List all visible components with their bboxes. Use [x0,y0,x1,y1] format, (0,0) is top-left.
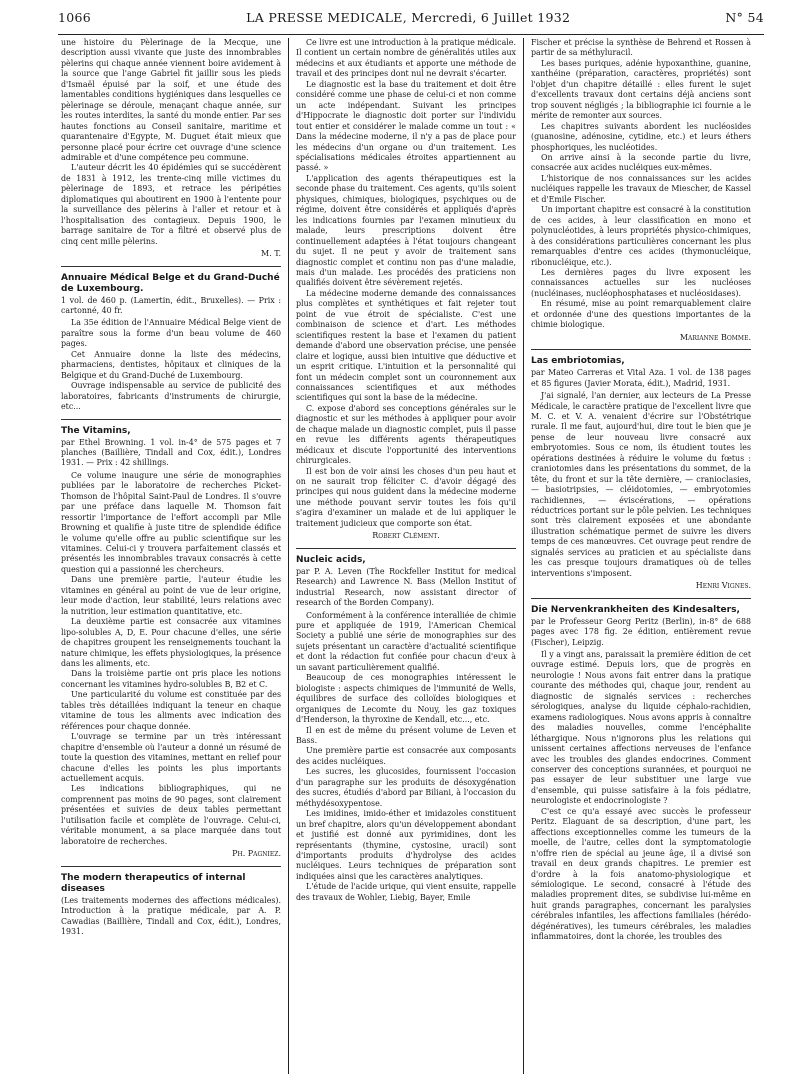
paragraph: Une première partie est consacrée aux composants des acides nucléiques. [296,746,516,766]
divider [531,598,751,599]
paragraph: Les dernières pages du livre exposent les connaissances actuelles sur les nucléoses (nucléinases, nucléophosphatases et nucléosidases). [531,267,751,298]
review-title: Nucleic acids, [296,554,366,565]
journal-title [246,10,570,26]
paragraph: Il y a vingt ans, paraissait la première édition de cet ouvrage estimé. Depuis lors, que de progrès en neurologie ! Nous avons fait entrer dans la pratique courante des méthodes qui, chaque jour, rendent au diagnostic de signalés services : recherches sérologiques, analyse du liquide céphalo-rachidien, examens radiologiques. Nous avons appris à connaître des maladies nouvelles, comme l'encéphalite léthargique. Nous n'ignorons plus les relations qui unissent certaines affections nerveuses de l'enfance avec les troubles des glandes endocrines. Comment conserver des conceptions surannées, et pourquoi ne pas essayer de leur substituer une large vue d'ensemble, qui puisse satisfaire à la fois pédiatre, neurologiste et endocrinologiste ? [531,650,751,806]
review-title: The Vitamins, [61,425,131,436]
paragraph: L'ouvrage se termine par un très intéressant chapitre d'ensemble où l'auteur a donné un résumé de toute la question des vitamines, mettant en relief pour chacune d'elles les points les plus importants actuellement acquis. [61,732,281,783]
review-title: Die Nervenkrankheiten des Kindesalters, [531,604,740,615]
paragraph: Fischer et précise la synthèse de Behrend et Rossen à partir de sa méthyluracil. [531,38,751,58]
review-title: Las embriotomias, [531,356,625,367]
paragraph: Les indications bibliographiques, qui ne comprennent pas moins de 90 pages, sont clairement présentées et suivies de deux tables permettant l'utilisation facile et complète de l'ouvrage. Celui-ci, véritable monument, a sa place marquée dans tout laboratoire de recherches. [61,784,281,846]
paragraph: Un important chapitre est consacré à la constitution de ces acides, à leur classification en mono et polynucléotides, à leurs propriétés physico-chimiques, à des considérations particulières concernant les plus remarquables d'entre ces acides (thymonucléique, ribonucléique, etc.). [531,205,751,267]
paragraph: C. expose d'abord ses conceptions générales sur le diagnostic et sur les méthodes à appliquer pour avoir de chaque malade un diagnostic complet, puis il passe en revue les différents agents thérapeutiques médicaux et discute l'opportunité des interventions chirurgicales. [296,403,516,466]
review-meta: par Ethel Browning. 1 vol. in-4° de 575 pages et 7 planches (Baillière, Tindall and Cox, édit.), Londres 1931. — Prix : 42 shillings. [61,437,281,468]
review-meta: par P. A. Leven (The Rockfeller Institut for medical Research) and Lawrence N. Bass (Mellon Institut of industrial Research, now assistant director of research of the Borden Company). [296,566,516,608]
paragraph: L'étude de l'acide urique, qui vient ensuite, rappelle des travaux de Wohler, Liebig, Bayer, Emile [296,882,516,902]
column-right [528,38,754,1074]
column-middle [293,38,519,1074]
signature: Ph. Pagniez. [232,849,281,859]
signature: Henri Vignes. [695,581,751,591]
review-title: The modern therapeutics of internal diseases [61,872,246,894]
paragraph: Dans une première partie, l'auteur étudie les vitamines en général au point de vue de leur origine, leur mode d'action, leur stabilité, leurs relations avec la nutrition, leur estimation quantitative, etc. [61,575,281,616]
paragraph: Il en est de même du présent volume de Leven et Bass. [296,725,516,745]
paragraph: L'historique de nos connaissances sur les acides nucléiques rappelle les travaux de Miescher, de Kassel et d'Emile Fischer. [531,173,751,204]
divider [296,548,516,549]
paragraph: La deuxième partie est consacrée aux vitamines lipo-solubles A, D, E. Pour chacune d'elles, une série de chapitres groupent les renseignements touchant la nature chimique, les effets physiologiques, la présence dans les aliments, etc. [61,617,282,669]
paragraph: Les bases puriques, adénie hypoxanthine, guanine, xanthéine (préparation, caractères, propriétés) sont l'objet d'un chapitre détaillé : elles furent le sujet d'excellents travaux dont certains déjà anciens sont trop souvent négligés ; la bibliographie ici fournie a le mérite de remonter aux sources. [531,58,751,121]
paragraph: Dans la troisième partie ont pris place les notions concernant les vitamines hydro-solubles B, B2 et C. [61,669,281,689]
paragraph: Ce livre est une introduction à la pratique médicale. Il contient un certain nombre de généralités utiles aux médecins et aux étudiants et apporte une méthode de travail et des principes dont nul ne devrait s'écarter. [296,38,516,79]
paragraph: une histoire du Pèlerinage de la Mecque, une description aussi vivante que juste des innombrables pèlerins qui chaque année viennent boire avidement à la source que l'ange Gabriel fit jaillir sous les pieds d'Ismaël épuisé par la soif, et une étude des lamentables conditions hygiéniques dans lesquelles ce pèlerinage se déroule, menaçant chaque année, sur les routes interdites, la santé du monde entier. Par ses hautes fonctions au Conseil sanitaire, maritime et quarantenaire d'Egypte, M. Duguet était mieux que personne placé pour écrire cet ouvrage d'une science admirable et d'une compétence peu commune. [61,38,281,162]
text-columns [58,38,764,1074]
paragraph: La 35e édition de l'Annuaire Médical Belge vient de paraître sous la forme d'un beau volume de 460 pages. [61,318,281,349]
review-meta: (Les traitements modernes des affections médicales). Introduction à la pratique médicale, par A. P. Cawadias (Baillière, Tindall and Cox, édit.), Londres, 1931. [61,895,281,936]
paragraph: En résumé, mise au point remarquablement claire et ordonnée d'une des questions importantes de la chimie biologique. [531,299,751,330]
review-meta: par le Professeur Georg Peritz (Berlin), in-8° de 688 pages avec 178 fig. 2e édition, entièrement revue (Fischer), Leipzig. [531,616,751,647]
column-left [58,38,284,1074]
paragraph: Il est bon de voir ainsi les choses d'un peu haut et on ne saurait trop féliciter C. d'avoir dégagé des principes qui nous guident dans la médecine moderne une méthode pouvant servir toutes les fois qu'il s'agira d'examiner un malade et de lui appliquer le traitement judicieux que comporte son état. [296,466,516,528]
divider [61,866,281,867]
paragraph: L'auteur décrit les 40 épidémies qui se succédèrent de 1831 à 1912, les trente-cinq mille victimes du pèlerinage de 1893, et retrace les péripéties diplomatiques qui aboutirent en 1900 à l'entente pour la surveillance des pèlerins à l'aller et retour et à l'hospitalisation des contagieux. Depuis 1900, le barrage sanitaire de Tor a filtré et observé plus de cinq cent mille pèlerins. [61,163,281,246]
signature: Robert Clément. [372,531,440,541]
divider [61,266,281,267]
column-rule [288,38,289,1074]
paragraph: Cet Annuaire donne la liste des médecins, pharmaciens, dentistes, hôpitaux et cliniques de la Belgique et du Grand-Duché de Luxembourg. [61,349,281,380]
divider [531,349,751,350]
review-meta: 1 vol. de 460 p. (Lamertin, édit., Bruxelles). — Prix : cartonné, 40 fr. [61,295,281,315]
paragraph: Ce volume inaugure une série de monographies publiées par le laboratoire de recherches Picket-Thomson de l'hôpital Saint-Paul de Londres. Il s'ouvre par une préface dans laquelle M. Thomson fait ressortir l'importance de l'effort accompli par Mlle Browning et qualifie à juste titre de splendide édifice le volume qu'elle offre au public scientifique sur les vitamines. Celui-ci y trouvera parfaitement classés et présentés les innombrables travaux consacrés à cette question qui a passionné les chercheurs. [61,470,281,574]
divider [61,419,281,420]
paragraph: J'ai signalé, l'an dernier, aux lecteurs de La Presse Médicale, le caractère pratique de l'excellent livre que M. C. et V. A. venaient d'écrire sur l'Obstétrique rurale. Il me faut, aujourd'hui, dire tout le bien que je pense de leur nouveau livre consacré aux embryotomies. Sous ce nom, ils étudient toutes les opérations destinées à réduire le volume du fœtus : craniotomies dans les présentations du sommet, de la tête, du front et sur la tête dernière, — cranioclasies, — basiotripsies, — cléidotomies, — embryotomies rachidiennes, — éviscérations, — opérations réductrices portant sur le pôle pelvien. Les techniques sont très clairement exposées et une abondante illustration schématique permet de suivre les divers temps de ces manœuvres. Cet ouvrage peut rendre de signalés services au praticien et au spécialiste dans les cas presque toujours dramatiques où de telles interventions s'imposent. [531,391,751,578]
paragraph: C'est ce qu'a essayé avec succès le professeur Peritz. Elaguant de sa description, d'une part, les affections exceptionnelles comme les tumeurs de la moelle, de l'autre, celles dont la symptomatologie n'offre rien de spécial au jeune âge, il a divisé son travail en deux grands chapitres. Le premier est d'ordre à la fois anatomo-physiologique et sémiologique. Le second, consacré à l'étude des maladies proprement dites, se subdivise lui-même en huit grands paragraphes, concernant les paralysies cérébrales infantiles, les affections familiales (hérédo-dégénératives), les tumeurs cérébrales, les maladies inflammatoires, dont la chorée, les troubles des [531,806,751,942]
paragraph: L'application des agents thérapeutiques est la seconde phase du traitement. Ces agents, qu'ils soient physiques, chimiques, biologiques, psychiques ou de régime, doivent être considérés et appliqués d'après les indications fournies par l'examen minutieux du malade, leurs prescriptions doivent être continuellement adaptées à l'état toujours changeant du sujet. Il ne peut y avoir de traitement sans diagnostic complet et continu non pas d'une maladie, mais d'un malade. Les procédés des praticiens non qualifiés doivent être sévèrement rejetés. [296,173,516,288]
journal-name: LA PRESSE MEDICALE, [246,10,407,25]
paragraph: Beaucoup de ces monographies intéressent le biologiste : aspects chimiques de l'immunité de Wells, équilibres de surface des colloïdes biologiques et organiques de Lecomte du Nouy, les gaz toxiques d'Henderson, la thyroxine de Kendall, etc..., etc. [296,673,516,725]
paragraph: Les chapitres suivants abordent les nucléosides (guanosine, adénosine, cytidine, etc.) et leurs éthers phosphoriques, les nucléotides. [531,121,751,152]
page-number: 1066 [58,10,92,25]
issue-date: Mercredi, 6 Juillet 1932 [411,10,571,25]
signature: M. T. [261,249,281,259]
paragraph: Conformément à la conférence interalliée de chimie pure et appliquée de 1919, l'American Chemical Society a publié une série de monographies sur des sujets présentant un caractère d'actualité scientifique et dont la rédaction fut confiée pour chacun d'eux à un savant particulièrement qualifié. [296,610,516,672]
signature: Marianne Bomme. [679,332,751,342]
page-header [58,10,764,35]
review-meta: par Mateo Carreras et Vital Aza. 1 vol. de 138 pages et 85 figures (Javier Morata, édit.), Madrid, 1931. [531,368,751,388]
review-title: Annuaire Médical Belge et du Grand-Duché de Luxembourg. [61,272,280,294]
paragraph: Les sucres, les glucosides, fournissent l'occasion d'un paragraphe sur les produits de désoxygénation des sucres, étudiés d'abord par Biliani, à l'occasion du méthydésoxypentose. [296,767,516,808]
paragraph: Les imidines, imido-éther et imidazoles constituent un bref chapitre, alors qu'un développement abondant et justifié est donné aux pyrimidines, dont les représentants (thymine, cystosine, uracil) sont d'importants produits d'hydrolyse des acides nucléiques. Leurs techniques de préparation sont indiquées ainsi que les caractères analytiques. [296,809,516,881]
issue-number: N° 54 [725,10,764,25]
paragraph: La médecine moderne demande des connaissances plus complètes et synthétiques et fait rejeter tout point de vue étroit de spécialiste. C'est une combinaison de science et d'art. Les méthodes scientifiques restent la base et l'examen du patient demande d'abord une observation précise, une pensée claire et logique, aussi bien intuitive que déductive et un esprit critique. L'intuition et la personnalité qui font un médecin complet sont un couronnement aux connaissances scientifiques et aux méthodes scientifiques qui sont la base de la médecine. [296,288,516,403]
paragraph: Le diagnostic est la base du traitement et doit être considéré comme une phase de celui-ci et non comme un acte indépendant. Suivant les principes d'Hippocrate le diagnostic doit porter sur l'individu tout entier et considérer le malade comme un tout : « Dans la médecine moderne, il n'y a pas de place pour les médecins d'un organe ou d'un traitement. Les spécialisations médicales étroites appartiennent au passé. » [296,79,516,173]
paragraph: On arrive ainsi à la seconde partie du livre, consacrée aux acides nucléiques eux-mêmes. [531,152,751,173]
column-rule [523,38,524,1074]
paragraph: Une particularité du volume est constituée par des tables très détaillées indiquant la teneur en chaque vitamine de tous les aliments avec indication des références pour chaque donnée. [61,690,281,731]
paragraph: Ouvrage indispensable au service de publicité des laboratoires, fabricants d'instruments de chirurgie, etc... [61,381,281,412]
